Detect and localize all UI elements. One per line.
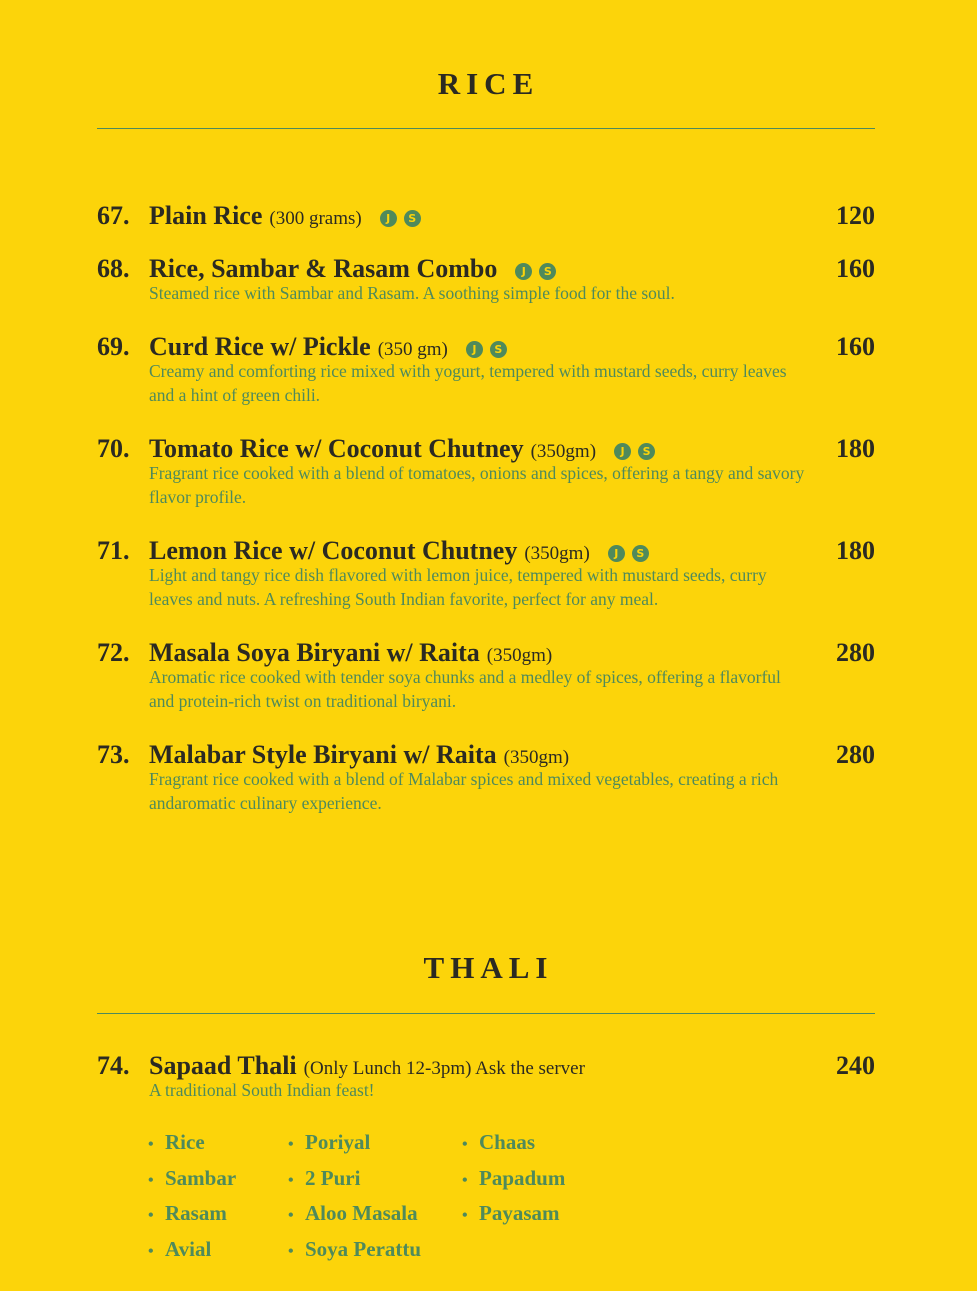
thali-item-label: Avial — [165, 1236, 212, 1261]
menu-item-title — [149, 254, 556, 284]
menu-item-price: 120 — [836, 201, 875, 230]
bullet-icon: • — [288, 1136, 294, 1153]
bullet-icon: • — [288, 1242, 294, 1260]
thali-item-label: Rasam — [165, 1201, 227, 1225]
bullet-icon: • — [148, 1171, 154, 1189]
thali-item-label: Papadum — [479, 1165, 566, 1190]
menu-item-quantity: (300 grams) — [269, 208, 362, 229]
thali-list-item — [148, 1201, 236, 1237]
bullet-icon: • — [148, 1207, 154, 1224]
menu-item-title — [149, 638, 552, 668]
swaminarayan-icon: S — [632, 545, 649, 562]
thali-item-label: Soya Perattu — [305, 1236, 422, 1261]
menu-item-name: Malabar Style Biryani w/ Raita — [149, 740, 497, 769]
bullet-icon: • — [148, 1136, 154, 1153]
menu-item-number: 73. — [97, 740, 130, 769]
menu-item-header — [97, 1051, 875, 1085]
swaminarayan-icon: S — [638, 443, 655, 460]
menu-item — [97, 332, 875, 407]
menu-item — [97, 1051, 875, 1102]
menu-item-quantity: (Only Lunch 12-3pm) Ask the server — [303, 1058, 585, 1079]
section-divider — [97, 1013, 875, 1014]
diet-icons — [614, 443, 655, 460]
jain-icon: J — [614, 443, 631, 460]
menu-item-quantity: (350gm) — [530, 441, 597, 462]
menu-item-title — [149, 434, 655, 464]
menu-item — [97, 434, 875, 509]
menu-item-title — [149, 536, 649, 566]
menu-item-quantity: (350 gm) — [377, 339, 448, 360]
menu-item-description: Steamed rice with Sambar and Rasam. A soothing simple food for the soul. — [149, 283, 675, 303]
section-divider — [97, 128, 875, 129]
thali-item-label: 2 Puri — [305, 1165, 361, 1190]
menu-item-title — [149, 201, 421, 231]
menu-item-number: 68. — [97, 254, 130, 283]
diet-icons — [515, 263, 556, 280]
menu-item-name: Sapaad Thali — [149, 1051, 297, 1080]
menu-item-description: Creamy and comforting rice mixed with yogurt, tempered with mustard seeds, curry leaves and a hint of green chili. — [149, 361, 787, 405]
swaminarayan-icon: S — [539, 263, 556, 280]
menu-item-price: 180 — [836, 536, 875, 565]
menu-item-number: 70. — [97, 434, 130, 463]
bullet-icon: • — [288, 1171, 294, 1189]
thali-item-label: Payasam — [479, 1201, 560, 1225]
menu-item-title — [149, 740, 569, 770]
thali-list-item — [462, 1166, 565, 1202]
menu-item-name: Rice, Sambar & Rasam Combo — [149, 254, 498, 283]
menu-item-name: Curd Rice w/ Pickle — [149, 332, 371, 361]
menu-item-number: 72. — [97, 638, 130, 667]
menu-item-number: 74. — [97, 1051, 130, 1080]
menu-item-number: 69. — [97, 332, 130, 361]
diet-icons — [466, 341, 507, 358]
thali-list-item — [288, 1237, 421, 1273]
menu-item — [97, 638, 875, 713]
menu-item-description: Light and tangy rice dish flavored with lemon juice, tempered with mustard seeds, curry leaves and nuts. A refreshing South Indian favorite, perfect for any meal. — [149, 565, 767, 609]
menu-item — [97, 254, 875, 305]
thali-column — [288, 1130, 421, 1272]
menu-item — [97, 740, 875, 815]
menu-item-header — [97, 536, 875, 570]
menu-item-name: Lemon Rice w/ Coconut Chutney — [149, 536, 518, 565]
thali-list-item — [288, 1201, 421, 1237]
menu-item-name: Tomato Rice w/ Coconut Chutney — [149, 434, 524, 463]
menu-item — [97, 201, 875, 235]
menu-item — [97, 536, 875, 611]
thali-list-item — [462, 1201, 565, 1237]
menu-item-description: Fragrant rice cooked with a blend of Malabar spices and mixed vegetables, creating a rich andaromatic culinary experience. — [149, 769, 779, 813]
bullet-icon: • — [462, 1136, 468, 1153]
menu-item-price: 280 — [836, 740, 875, 769]
menu-item-name: Plain Rice — [149, 201, 263, 230]
diet-icons — [380, 210, 421, 227]
menu-item-price: 180 — [836, 434, 875, 463]
bullet-icon: • — [462, 1171, 468, 1189]
menu-item-number: 67. — [97, 201, 130, 230]
thali-column — [148, 1130, 236, 1272]
jain-icon: J — [608, 545, 625, 562]
thali-list-item — [148, 1130, 236, 1166]
thali-list-item — [288, 1130, 421, 1166]
bullet-icon: • — [288, 1207, 294, 1224]
jain-icon: J — [466, 341, 483, 358]
swaminarayan-icon: S — [404, 210, 421, 227]
menu-item-header — [97, 740, 875, 774]
jain-icon: J — [380, 210, 397, 227]
menu-item-title — [149, 332, 507, 362]
menu-item-price: 160 — [836, 254, 875, 283]
thali-list-item — [462, 1130, 565, 1166]
menu-item-price: 160 — [836, 332, 875, 361]
thali-list-item — [148, 1166, 236, 1202]
thali-item-label: Chaas — [479, 1130, 536, 1154]
menu-item-quantity: (350gm) — [486, 645, 553, 666]
menu-item-description: Fragrant rice cooked with a blend of tomatoes, onions and spices, offering a tangy and savory flavor profile. — [149, 463, 805, 507]
menu-item-name: Masala Soya Biryani w/ Raita — [149, 638, 480, 667]
menu-item-header — [97, 434, 875, 468]
menu-item-number: 71. — [97, 536, 130, 565]
menu-item-header — [97, 332, 875, 366]
thali-column — [462, 1130, 565, 1237]
thali-item-label: Aloo Masala — [305, 1201, 418, 1225]
bullet-icon: • — [462, 1207, 468, 1224]
thali-list-item — [148, 1237, 236, 1273]
thali-list-item — [288, 1166, 421, 1202]
swaminarayan-icon: S — [490, 341, 507, 358]
menu-item-description: Aromatic rice cooked with tender soya chunks and a medley of spices, offering a flavorful and protein-rich twist on traditional biryani. — [149, 667, 781, 711]
menu-item-quantity: (350gm) — [503, 747, 570, 768]
menu-item-header — [97, 201, 875, 235]
menu-item-quantity: (350gm) — [524, 543, 590, 564]
thali-item-label: Sambar — [165, 1165, 237, 1190]
jain-icon: J — [515, 263, 532, 280]
menu-item-header — [97, 638, 875, 672]
menu-item-header — [97, 254, 875, 288]
section-title-rice: RICE — [437, 66, 540, 101]
diet-icons — [608, 545, 649, 562]
bullet-icon: • — [148, 1242, 154, 1260]
menu-item-price: 240 — [836, 1051, 875, 1080]
menu-item-price: 280 — [836, 638, 875, 667]
thali-item-label: Rice — [165, 1130, 205, 1154]
menu-item-title — [149, 1051, 585, 1081]
section-title-thali: THALI — [423, 950, 554, 985]
thali-item-label: Poriyal — [305, 1130, 371, 1154]
menu-item-description: A traditional South Indian feast! — [149, 1080, 375, 1100]
